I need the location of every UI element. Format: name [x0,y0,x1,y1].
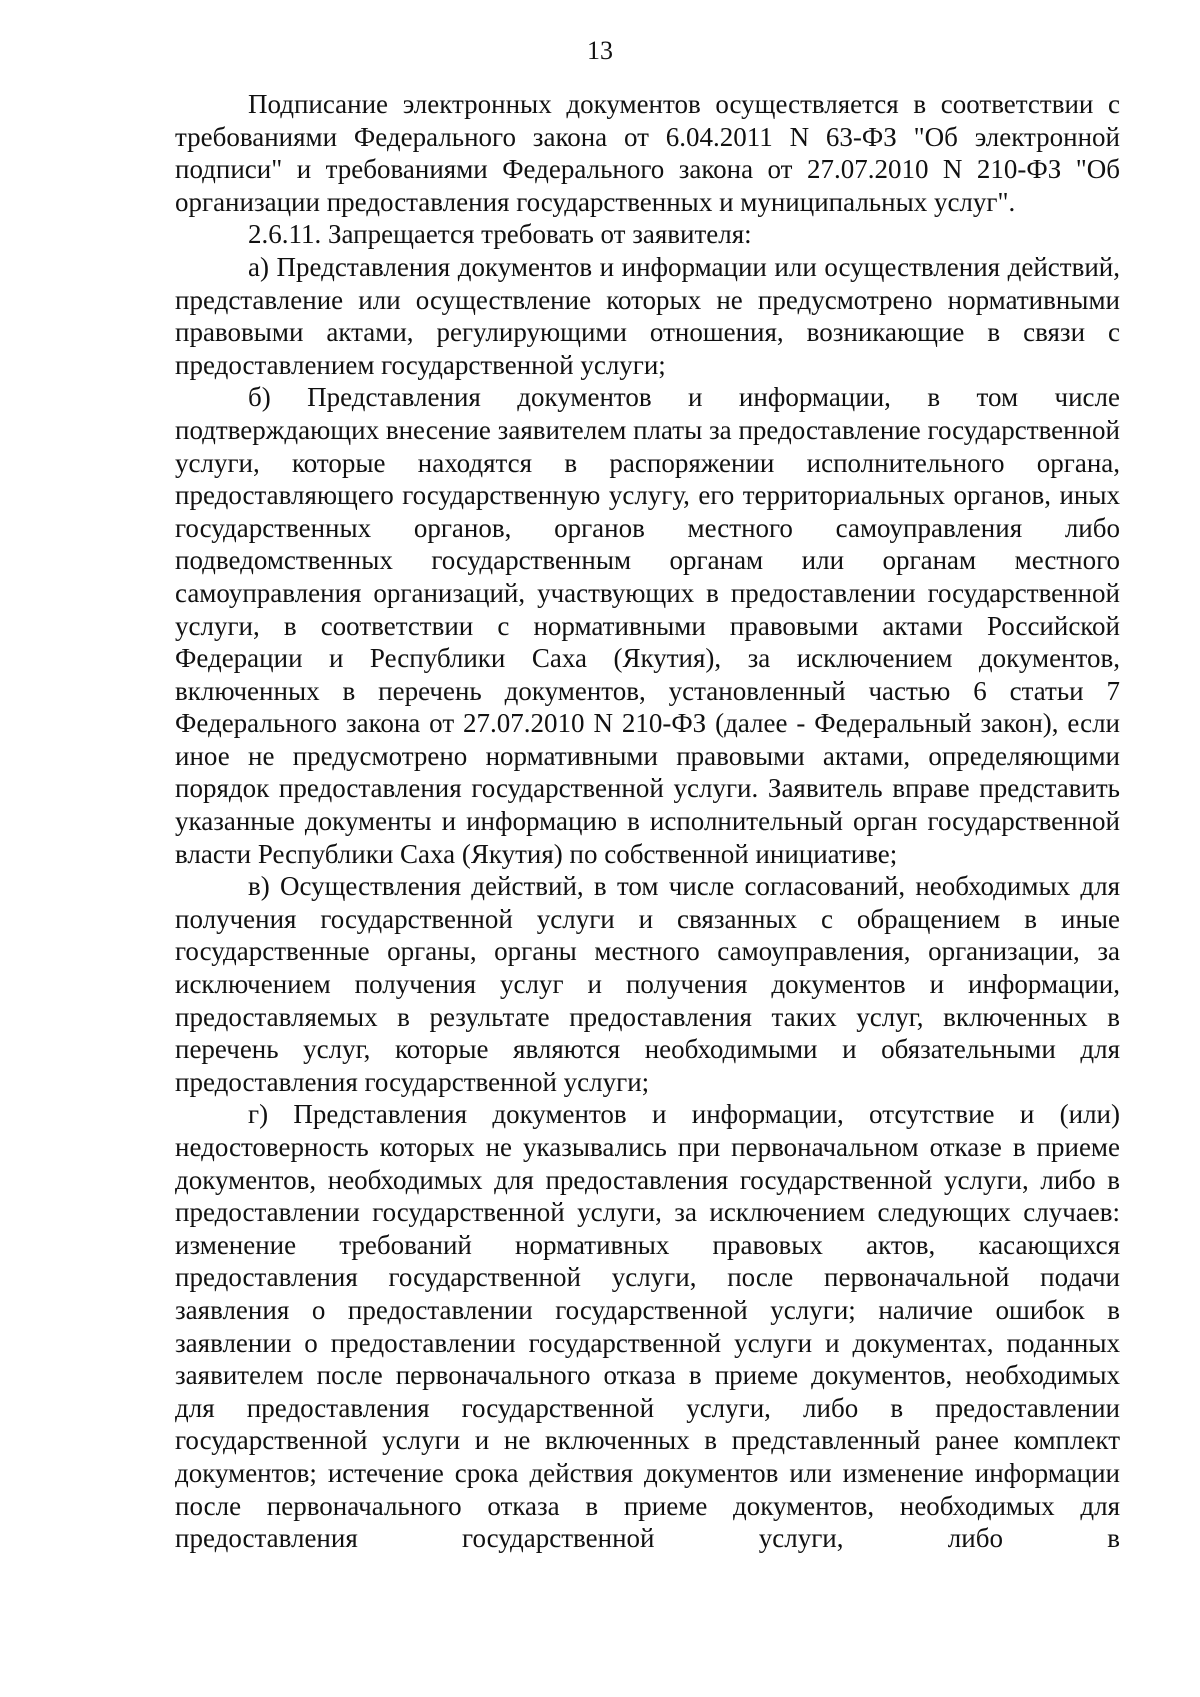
paragraph-item-v: в) Осуществления действий, в том числе согласований, необходимых для получения государственной услуги и связанных с обращением в иные государственные органы, органы местного самоуправления, организации, за исключением получения услуг и получения документов и информации, предоставляемых в результате предоставления таких услуг, включенных в перечень услуг, которые являются необходимыми и обязательными для предоставления государственной услуги; [175,871,1120,1097]
paragraph-section-2-6-11: 2.6.11. Запрещается требовать от заявителя: [248,219,752,250]
paragraph-item-g: г) Представления документов и информации, отсутствие и (или) недостоверность которых не указывались при первоначальном отказе в приеме документов, необходимых для предоставления государственной услуги, либо в предоставлении государственной услуги, за исключением следующих случаев: изменение требований нормативных правовых актов, касающихся предоставления государственной услуги, после первоначальной подачи заявления о предоставлении государственной услуги; наличие ошибок в заявлении о предоставлении государственной услуги и документах, поданных заявителем после первоначального отказа в приеме документов, необходимых для предоставления государственной услуги, либо в предоставлении государственной услуги и не включенных в представленный ранее комплект документов; истечение срока действия документов или изменение информации после первоначального отказа в приеме документов, необходимых для предоставления государственной услуги, либо в [175,1099,1120,1554]
paragraph-item-b: б) Представления документов и информации, в том числе подтверждающих внесение заявителем платы за предоставление государственной услуги, которые находятся в распоряжении исполнительного органа, предоставляющего государственную услугу, его территориальных органов, иных государственных органов, органов местного самоуправления либо подведомственных государственным органам или органам местного самоуправления организаций, участвующих в предоставлении государственной услуги, в соответствии с нормативными правовыми актами Российской Федерации и Республики Саха (Якутия), за исключением документов, включенных в перечень документов, установленный частью 6 статьи 7 Федерального закона от 27.07.2010 N 210-ФЗ (далее - Федеральный закон), если иное не предусмотрено нормативными правовыми актами, определяющими порядок предоставления государственной услуги. Заявитель вправе представить указанные документы и информацию в исполнительный орган государственной власти Республики Саха (Якутия) по собственной инициативе; [175,382,1120,869]
page-number: 13 [587,36,613,65]
document-body [175,88,1120,1555]
paragraph-electronic-signing: Подписание электронных документов осуществляется в соответствии с требованиями Федерального закона от 6.04.2011 N 63-ФЗ "Об электронной подписи" и требованиями Федерального закона от 27.07.2010 N 210-ФЗ "Об организации предоставления государственных и муниципальных услуг". [175,89,1120,217]
paragraph-item-a: а) Представления документов и информации или осуществления действий, представление или осуществление которых не предусмотрено нормативными правовыми актами, регулирующими отношения, возникающие в связи с предоставлением государственной услуги; [175,251,1120,380]
